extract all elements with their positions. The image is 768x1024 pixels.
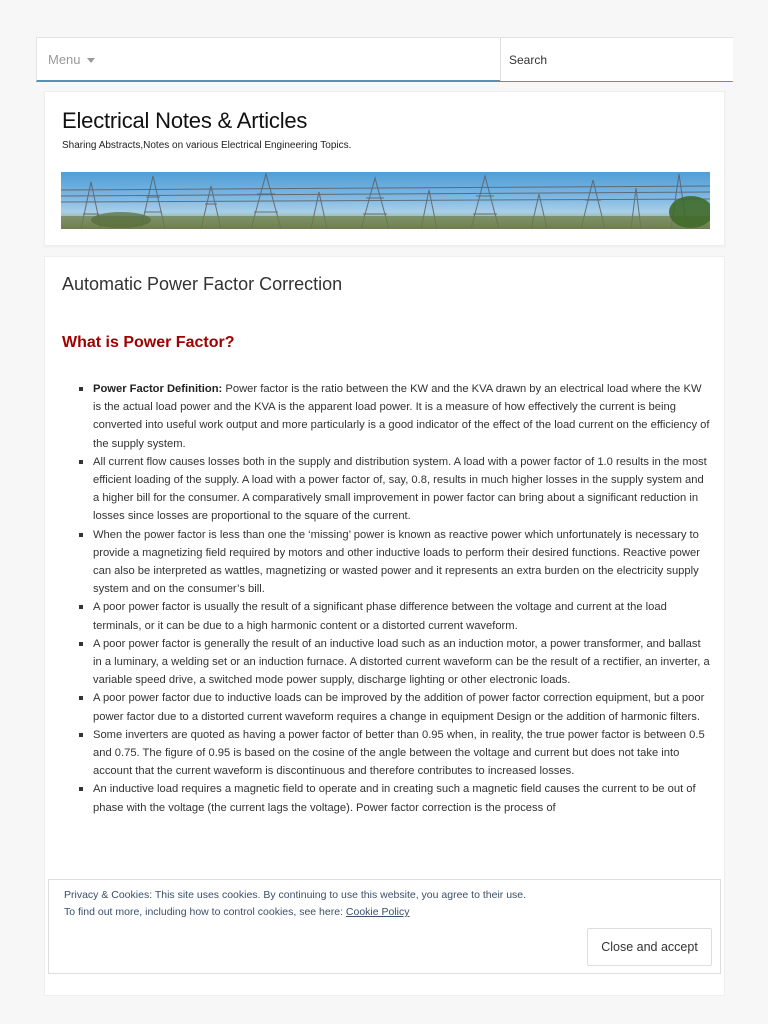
search-input[interactable]	[501, 38, 733, 81]
list-item	[79, 780, 711, 816]
header-banner-image	[61, 172, 710, 229]
bullet-list	[79, 380, 711, 817]
list-item	[79, 689, 711, 725]
list-item-text: All current flow causes losses both in the supply and distribution system. A load with a power factor of 1.0 results in the most efficient loading of the supply. A load with a power factor of, say, 0.8, results in much higher losses in the supply system and a higher bill for the consumer. A comparatively small improvement in power factor can bring about a significant reduction in losses since losses are proportional to the square of the current.	[93, 455, 707, 523]
list-item-text: An inductive load requires a magnetic field to operate and in creating such a magnetic field causes the current to be out of phase with the voltage (the current lags the voltage). Power factor correction is the process of	[93, 783, 696, 814]
list-item	[79, 380, 711, 453]
menu-dropdown[interactable]	[37, 38, 501, 81]
menu-label: Menu	[48, 52, 81, 67]
list-item-text: Power factor is the ratio between the KW and the KVA drawn by an electrical load where the KW is the actual load power and the KVA is the apparent load power. It is a measure of how effectively the current is being converted into useful work output and more particularly is a good indicator of the effect of the load current on the efficiency of the supply system.	[93, 383, 710, 450]
close-and-accept-button[interactable]: Close and accept	[587, 928, 712, 966]
chevron-down-icon	[87, 58, 95, 63]
cookie-notice-text: Privacy & Cookies: This site uses cookies. By continuing to use this website, you agree to their use.	[64, 889, 527, 901]
site-header	[44, 91, 725, 246]
list-item-text: A poor power factor due to inductive loads can be improved by the addition of power factor correction equipment, but a poor power factor due to a distorted current waveform requires a change in equipment Design or the addition of harmonic filters.	[93, 692, 705, 723]
site-description: Sharing Abstracts,Notes on various Electrical Engineering Topics.	[62, 140, 352, 151]
cookie-policy-line	[64, 906, 410, 918]
site-title[interactable]: Electrical Notes & Articles	[62, 108, 308, 133]
list-item	[79, 526, 711, 599]
list-item	[79, 635, 711, 690]
list-item	[79, 726, 711, 781]
cookie-policy-link[interactable]: Cookie Policy	[345, 906, 410, 918]
top-navigation-bar	[36, 37, 733, 82]
list-item	[79, 598, 711, 634]
list-item-text: Some inverters are quoted as having a power factor of better than 0.95 when, in reality, the true power factor is between 0.5 and 0.75. The figure of 0.95 is based on the cosine of the angle between the voltage and current but does not take into account that the current waveform is discontinuous and therefore contributes to increased losses.	[93, 728, 705, 778]
list-item-text: A poor power factor is generally the result of an inductive load such as an induction motor, a power transformer, and ballast in a luminary, a welding set or an induction furnace. A distorted current waveform can be the result of a rectifier, an inverter, a variable speed drive, a switched mode power supply, discharge lighting or other electronic loads.	[93, 637, 710, 687]
list-item-lead: Power Factor Definition:	[93, 383, 223, 395]
post-title: Automatic Power Factor Correction	[62, 274, 343, 294]
list-item	[79, 453, 711, 526]
cookie-notice	[48, 879, 721, 974]
cookie-policy-prefix: To find out more, including how to control cookies, see here:	[64, 906, 346, 918]
list-item-text: When the power factor is less than one the ‘missing’ power is known as reactive power which unfortunately is necessary to provide a magnetizing field required by motors and other inductive loads to perform their desired functions. Reactive power can also be interpreted as wattles, magnetizing or wasted power and it represents an extra burden on the electricity supply system and on the consumer’s bill.	[93, 528, 700, 596]
section-heading: What is Power Factor?	[62, 334, 235, 351]
list-item-text: A poor power factor is usually the result of a significant phase difference between the voltage and current at the load terminals, or it can be due to a high harmonic content or a distorted current waveform.	[93, 601, 667, 632]
